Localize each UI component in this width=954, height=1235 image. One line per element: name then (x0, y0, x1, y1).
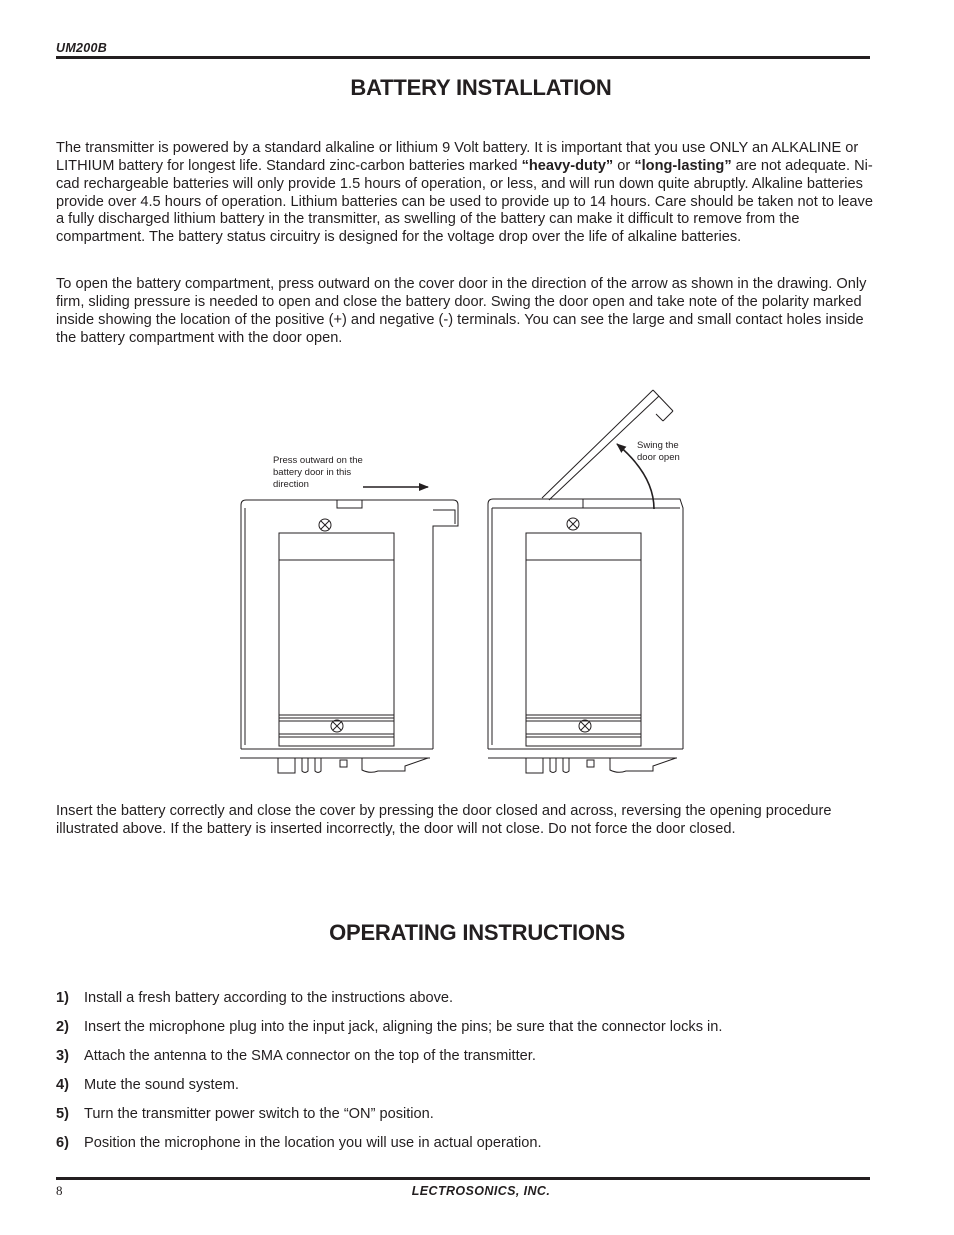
step-number: 5) (56, 1106, 69, 1122)
section-title-operating-instructions: OPERATING INSTRUCTIONS (329, 920, 625, 945)
screw-icon (331, 720, 343, 732)
operating-steps-list (56, 989, 870, 1163)
step-number: 6) (56, 1135, 69, 1151)
step-number: 1) (56, 990, 69, 1006)
header-rule (56, 56, 870, 59)
step-number: 3) (56, 1048, 69, 1064)
emphasis-heavy-duty: “heavy-duty” (521, 157, 614, 174)
paragraph-insert-battery: Insert the battery correctly and close the cover by pressing the door closed and across, reversing the opening procedure illustrated above. If the battery is inserted incorrectly, the door will not close. Do not force the door closed. (56, 803, 832, 837)
step-number: 2) (56, 1019, 69, 1035)
step-text: Install a fresh battery according to the instructions above. (84, 990, 454, 1006)
screw-icon (567, 518, 579, 530)
list-item (56, 1018, 870, 1047)
paragraph-open-compartment: To open the battery compartment, press outward on the cover door in the direction of the arrow as shown in the drawing. Only firm, sliding pressure is needed to open and close the battery door. Swing the door open and take note of the polarity marked inside showing the location of the positive (+) and negative (-) terminals. You can see the large and small contact holes inside the battery compartment with the door open. (56, 276, 867, 346)
list-item (56, 989, 870, 1018)
step-text: Insert the microphone plug into the input jack, aligning the pins; be sure that the connector locks in. (84, 1019, 723, 1035)
list-item (56, 1105, 870, 1134)
footer-company: LECTROSONICS, INC. (411, 1184, 551, 1198)
list-item (56, 1134, 870, 1163)
step-number: 4) (56, 1077, 69, 1093)
step-text: Position the microphone in the location you will use in actual operation. (84, 1135, 542, 1151)
step-text: Attach the antenna to the SMA connector on the top of the transmitter. (84, 1048, 536, 1064)
header-model: UM200B (56, 41, 108, 55)
screw-icon (579, 720, 591, 732)
press-direction-label: Press outward on the battery door in this direction (273, 455, 363, 490)
transmitter-door-closed (240, 500, 458, 773)
page-number: 8 (56, 1183, 63, 1198)
list-item (56, 1076, 870, 1105)
footer-rule (56, 1177, 870, 1180)
emphasis-long-lasting: “long-lasting” (634, 157, 732, 174)
battery-door-diagram (230, 380, 700, 780)
list-item (56, 1047, 870, 1076)
section-title-battery-installation: BATTERY INSTALLATION (350, 75, 612, 100)
screw-icon (319, 519, 331, 531)
step-text: Turn the transmitter power switch to the “ON” position. (84, 1106, 434, 1122)
paragraph-battery-type: The transmitter is powered by a standard alkaline or lithium 9 Volt battery. It is important that you use ONLY an ALKALINE or LITHIUM battery for longest life. Standard zinc-carbon batteries marked “heavy-duty” or “long-lasting” are not adequate. Ni-cad rechargeable batteries will only provide 1.5 hours of operation, or less, and will run down quite abruptly. Alkaline batteries provide over 4.5 hours of operation. Lithium batteries can be used to provide up to 14 hours. Care should be taken not to leave a fully discharged lithium battery in the transmitter, as swelling of the battery can make it difficult to remove from the compartment. The battery status circuitry is designed for the voltage drop over the life of alkaline batteries. (56, 140, 873, 246)
swing-door-label: Swing the door open (637, 440, 680, 463)
step-text: Mute the sound system. (84, 1077, 239, 1093)
